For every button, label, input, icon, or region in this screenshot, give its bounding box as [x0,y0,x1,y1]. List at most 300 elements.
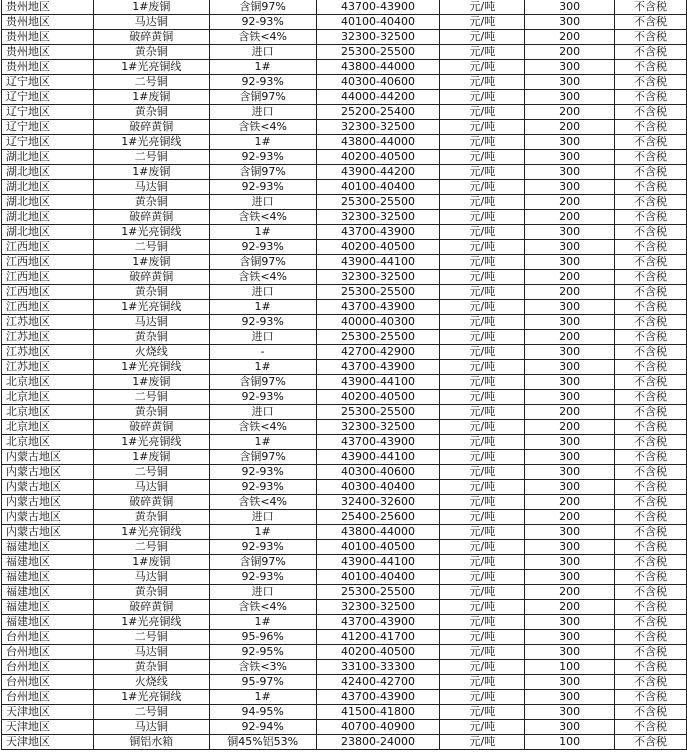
material-cell: 二号铜 [93,240,209,255]
region-cell: 湖北地区 [2,150,94,165]
material-cell: 铜铝水箱 [93,735,209,750]
unit-cell: 元/吨 [440,75,525,90]
region-cell: 湖北地区 [2,210,94,225]
tax-status-cell: 不含税 [615,360,687,375]
material-cell: 1#光亮铜线 [93,135,209,150]
region-cell: 台州地区 [2,660,94,675]
material-cell: 黄杂铜 [93,45,209,60]
change-cell: 300 [525,450,615,465]
unit-cell: 元/吨 [440,510,525,525]
price-range-cell: 32300-32500 [316,120,440,135]
unit-cell: 元/吨 [440,600,525,615]
spec-cell: 进口 [209,195,316,210]
price-range-cell: 44000-44200 [316,90,440,105]
tax-status-cell: 不含税 [615,210,687,225]
unit-cell: 元/吨 [440,360,525,375]
table-row [2,465,687,480]
table-row [2,135,687,150]
table-row [2,420,687,435]
price-range-cell: 40000-40300 [316,315,440,330]
region-cell: 内蒙古地区 [2,525,94,540]
tax-status-cell: 不含税 [615,675,687,690]
table-row [2,645,687,660]
material-cell: 1#废铜 [93,555,209,570]
spec-cell: 92-93% [209,315,316,330]
spec-cell: 含铁<4% [209,30,316,45]
unit-cell: 元/吨 [440,735,525,750]
price-range-cell: 43800-44000 [316,525,440,540]
unit-cell: 元/吨 [440,165,525,180]
table-row [2,240,687,255]
spec-cell: 92-93% [209,570,316,585]
spec-cell: 92-95% [209,645,316,660]
price-range-cell: 43900-44100 [316,255,440,270]
material-cell: 1#光亮铜线 [93,435,209,450]
spec-cell: 1# [209,690,316,705]
change-cell: 100 [525,660,615,675]
table-row [2,0,687,15]
unit-cell: 元/吨 [440,405,525,420]
table-row [2,300,687,315]
spec-cell: 含铜97% [209,450,316,465]
price-range-cell: 43900-44100 [316,555,440,570]
table-row [2,480,687,495]
region-cell: 江苏地区 [2,330,94,345]
region-cell: 江苏地区 [2,345,94,360]
change-cell: 300 [525,0,615,15]
table-row [2,165,687,180]
spec-cell: 1# [209,300,316,315]
change-cell: 200 [525,600,615,615]
change-cell: 100 [525,735,615,750]
price-range-cell: 25300-25500 [316,585,440,600]
unit-cell: 元/吨 [440,375,525,390]
change-cell: 300 [525,180,615,195]
table-row [2,90,687,105]
table-row [2,540,687,555]
material-cell: 破碎黄铜 [93,210,209,225]
unit-cell: 元/吨 [440,195,525,210]
price-range-cell: 40300-40600 [316,465,440,480]
unit-cell: 元/吨 [440,705,525,720]
table-row [2,510,687,525]
price-range-cell: 40200-40500 [316,390,440,405]
change-cell: 200 [525,270,615,285]
spec-cell: 含铁<3% [209,660,316,675]
table-row [2,60,687,75]
price-range-cell: 25300-25500 [316,285,440,300]
unit-cell: 元/吨 [440,525,525,540]
unit-cell: 元/吨 [440,15,525,30]
region-cell: 贵州地区 [2,30,94,45]
material-cell: 黄杂铜 [93,105,209,120]
price-range-cell: 43700-43900 [316,225,440,240]
material-cell: 马达铜 [93,570,209,585]
region-cell: 辽宁地区 [2,90,94,105]
change-cell: 300 [525,255,615,270]
change-cell: 300 [525,165,615,180]
table-row [2,315,687,330]
tax-status-cell: 不含税 [615,105,687,120]
tax-status-cell: 不含税 [615,705,687,720]
price-range-cell: 32300-32500 [316,30,440,45]
table-row [2,675,687,690]
unit-cell: 元/吨 [440,420,525,435]
unit-cell: 元/吨 [440,480,525,495]
price-range-cell: 33100-33300 [316,660,440,675]
unit-cell: 元/吨 [440,465,525,480]
tax-status-cell: 不含税 [615,630,687,645]
material-cell: 黄杂铜 [93,510,209,525]
spec-cell: 含铜97% [209,90,316,105]
tax-status-cell: 不含税 [615,195,687,210]
tax-status-cell: 不含税 [615,645,687,660]
change-cell: 300 [525,705,615,720]
material-cell: 1#废铜 [93,165,209,180]
tax-status-cell: 不含税 [615,570,687,585]
table-row [2,660,687,675]
region-cell: 台州地区 [2,645,94,660]
spec-cell: 进口 [209,405,316,420]
unit-cell: 元/吨 [440,150,525,165]
unit-cell: 元/吨 [440,555,525,570]
table-row [2,390,687,405]
table-row [2,735,687,750]
material-cell: 1#光亮铜线 [93,615,209,630]
change-cell: 300 [525,570,615,585]
tax-status-cell: 不含税 [615,375,687,390]
tax-status-cell: 不含税 [615,435,687,450]
change-cell: 300 [525,645,615,660]
scrap-copper-price-table [1,0,687,750]
material-cell: 二号铜 [93,630,209,645]
spec-cell: 1# [209,60,316,75]
price-range-cell: 43700-43900 [316,300,440,315]
material-cell: 马达铜 [93,480,209,495]
change-cell: 300 [525,720,615,735]
unit-cell: 元/吨 [440,120,525,135]
region-cell: 北京地区 [2,435,94,450]
change-cell: 300 [525,150,615,165]
spec-cell: 含铜97% [209,375,316,390]
spec-cell: 进口 [209,510,316,525]
region-cell: 贵州地区 [2,60,94,75]
region-cell: 天津地区 [2,720,94,735]
change-cell: 300 [525,315,615,330]
price-range-cell: 40300-40600 [316,75,440,90]
table-row [2,600,687,615]
table-row [2,45,687,60]
table-row [2,705,687,720]
tax-status-cell: 不含税 [615,225,687,240]
unit-cell: 元/吨 [440,45,525,60]
region-cell: 内蒙古地区 [2,465,94,480]
region-cell: 内蒙古地区 [2,450,94,465]
price-range-cell: 25300-25500 [316,195,440,210]
table-row [2,450,687,465]
price-range-cell: 23800-24000 [316,735,440,750]
price-range-cell: 40100-40400 [316,570,440,585]
table-row [2,30,687,45]
unit-cell: 元/吨 [440,315,525,330]
region-cell: 北京地区 [2,420,94,435]
table-row [2,495,687,510]
tax-status-cell: 不含税 [615,150,687,165]
change-cell: 200 [525,405,615,420]
region-cell: 湖北地区 [2,165,94,180]
price-range-cell: 43700-43900 [316,360,440,375]
tax-status-cell: 不含税 [615,495,687,510]
unit-cell: 元/吨 [440,345,525,360]
tax-status-cell: 不含税 [615,735,687,750]
tax-status-cell: 不含税 [615,600,687,615]
tax-status-cell: 不含税 [615,30,687,45]
spec-cell: 含铁<4% [209,600,316,615]
unit-cell: 元/吨 [440,570,525,585]
material-cell: 1#废铜 [93,450,209,465]
region-cell: 辽宁地区 [2,120,94,135]
spec-cell: 1# [209,360,316,375]
table-row [2,330,687,345]
spec-cell: 含铜97% [209,555,316,570]
region-cell: 江苏地区 [2,315,94,330]
unit-cell: 元/吨 [440,645,525,660]
spec-cell: 95-97% [209,675,316,690]
material-cell: 黄杂铜 [93,660,209,675]
change-cell: 300 [525,75,615,90]
change-cell: 200 [525,285,615,300]
change-cell: 300 [525,225,615,240]
unit-cell: 元/吨 [440,450,525,465]
table-row [2,255,687,270]
price-range-cell: 40200-40500 [316,150,440,165]
change-cell: 300 [525,630,615,645]
change-cell: 200 [525,120,615,135]
region-cell: 福建地区 [2,600,94,615]
material-cell: 二号铜 [93,705,209,720]
spec-cell: 进口 [209,285,316,300]
material-cell: 破碎黄铜 [93,600,209,615]
material-cell: 1#废铜 [93,375,209,390]
region-cell: 江西地区 [2,255,94,270]
change-cell: 200 [525,495,615,510]
tax-status-cell: 不含税 [615,420,687,435]
tax-status-cell: 不含税 [615,165,687,180]
material-cell: 1#废铜 [93,90,209,105]
spec-cell: 92-93% [209,390,316,405]
tax-status-cell: 不含税 [615,480,687,495]
change-cell: 200 [525,210,615,225]
unit-cell: 元/吨 [440,390,525,405]
unit-cell: 元/吨 [440,435,525,450]
unit-cell: 元/吨 [440,225,525,240]
tax-status-cell: 不含税 [615,525,687,540]
unit-cell: 元/吨 [440,90,525,105]
spec-cell: 含铁<4% [209,210,316,225]
spec-cell: 92-94% [209,720,316,735]
region-cell: 湖北地区 [2,195,94,210]
table-row [2,195,687,210]
tax-status-cell: 不含税 [615,75,687,90]
table-row [2,525,687,540]
spec-cell: 1# [209,135,316,150]
region-cell: 北京地区 [2,405,94,420]
table-row [2,150,687,165]
material-cell: 二号铜 [93,75,209,90]
tax-status-cell: 不含税 [615,120,687,135]
tax-status-cell: 不含税 [615,660,687,675]
region-cell: 江西地区 [2,240,94,255]
tax-status-cell: 不含税 [615,15,687,30]
unit-cell: 元/吨 [440,630,525,645]
spec-cell: 1# [209,225,316,240]
table-row [2,555,687,570]
change-cell: 300 [525,240,615,255]
region-cell: 江西地区 [2,270,94,285]
table-row [2,405,687,420]
unit-cell: 元/吨 [440,615,525,630]
table-row [2,75,687,90]
material-cell: 二号铜 [93,150,209,165]
table-row [2,210,687,225]
spec-cell: 含铜97% [209,165,316,180]
material-cell: 马达铜 [93,180,209,195]
spec-cell: 进口 [209,105,316,120]
region-cell: 湖北地区 [2,225,94,240]
unit-cell: 元/吨 [440,240,525,255]
spec-cell: - [209,345,316,360]
spec-cell: 进口 [209,330,316,345]
price-range-cell: 42700-42900 [316,345,440,360]
change-cell: 300 [525,525,615,540]
change-cell: 300 [525,300,615,315]
unit-cell: 元/吨 [440,180,525,195]
tax-status-cell: 不含税 [615,330,687,345]
price-range-cell: 40100-40500 [316,540,440,555]
price-range-cell: 25300-25500 [316,405,440,420]
change-cell: 300 [525,135,615,150]
spec-cell: 92-93% [209,75,316,90]
material-cell: 马达铜 [93,15,209,30]
region-cell: 内蒙古地区 [2,510,94,525]
region-cell: 天津地区 [2,735,94,750]
material-cell: 破碎黄铜 [93,420,209,435]
price-table-body [2,0,687,750]
table-row [2,105,687,120]
table-row [2,690,687,705]
region-cell: 北京地区 [2,390,94,405]
spec-cell: 含铁<4% [209,420,316,435]
spec-cell: 含铜97% [209,255,316,270]
change-cell: 300 [525,360,615,375]
unit-cell: 元/吨 [440,270,525,285]
tax-status-cell: 不含税 [615,465,687,480]
material-cell: 1#光亮铜线 [93,225,209,240]
region-cell: 天津地区 [2,705,94,720]
region-cell: 福建地区 [2,585,94,600]
unit-cell: 元/吨 [440,330,525,345]
table-row [2,360,687,375]
material-cell: 1#光亮铜线 [93,690,209,705]
table-row [2,375,687,390]
region-cell: 辽宁地区 [2,105,94,120]
material-cell: 二号铜 [93,540,209,555]
tax-status-cell: 不含税 [615,0,687,15]
change-cell: 200 [525,45,615,60]
spec-cell: 92-93% [209,465,316,480]
tax-status-cell: 不含税 [615,240,687,255]
material-cell: 黄杂铜 [93,585,209,600]
spec-cell: 含铁<4% [209,495,316,510]
price-range-cell: 32300-32500 [316,600,440,615]
region-cell: 台州地区 [2,690,94,705]
unit-cell: 元/吨 [440,60,525,75]
unit-cell: 元/吨 [440,540,525,555]
material-cell: 黄杂铜 [93,405,209,420]
tax-status-cell: 不含税 [615,180,687,195]
spec-cell: 92-93% [209,540,316,555]
unit-cell: 元/吨 [440,585,525,600]
price-range-cell: 43900-44100 [316,450,440,465]
spec-cell: 进口 [209,45,316,60]
material-cell: 黄杂铜 [93,330,209,345]
tax-status-cell: 不含税 [615,540,687,555]
spec-cell: 95-96% [209,630,316,645]
material-cell: 黄杂铜 [93,195,209,210]
spec-cell: 含铁<4% [209,120,316,135]
price-range-cell: 42400-42700 [316,675,440,690]
price-range-cell: 25300-25500 [316,330,440,345]
region-cell: 福建地区 [2,555,94,570]
unit-cell: 元/吨 [440,660,525,675]
material-cell: 破碎黄铜 [93,270,209,285]
spec-cell: 1# [209,435,316,450]
price-range-cell: 43800-44000 [316,135,440,150]
unit-cell: 元/吨 [440,210,525,225]
price-range-cell: 25300-25500 [316,45,440,60]
table-row [2,225,687,240]
tax-status-cell: 不含税 [615,135,687,150]
material-cell: 马达铜 [93,645,209,660]
change-cell: 300 [525,465,615,480]
price-range-cell: 32400-32600 [316,495,440,510]
change-cell: 300 [525,375,615,390]
change-cell: 200 [525,105,615,120]
change-cell: 200 [525,30,615,45]
price-range-cell: 40300-40400 [316,480,440,495]
change-cell: 200 [525,195,615,210]
change-cell: 200 [525,420,615,435]
spec-cell: 92-93% [209,480,316,495]
material-cell: 1#光亮铜线 [93,525,209,540]
tax-status-cell: 不含税 [615,270,687,285]
material-cell: 二号铜 [93,390,209,405]
change-cell: 200 [525,330,615,345]
region-cell: 贵州地区 [2,0,94,15]
spec-cell: 进口 [209,585,316,600]
material-cell: 破碎黄铜 [93,120,209,135]
tax-status-cell: 不含税 [615,285,687,300]
tax-status-cell: 不含税 [615,90,687,105]
price-range-cell: 40100-40400 [316,180,440,195]
region-cell: 台州地区 [2,630,94,645]
change-cell: 300 [525,90,615,105]
price-range-cell: 41500-41800 [316,705,440,720]
region-cell: 北京地区 [2,375,94,390]
tax-status-cell: 不含税 [615,345,687,360]
spec-cell: 含铜97% [209,0,316,15]
tax-status-cell: 不含税 [615,615,687,630]
